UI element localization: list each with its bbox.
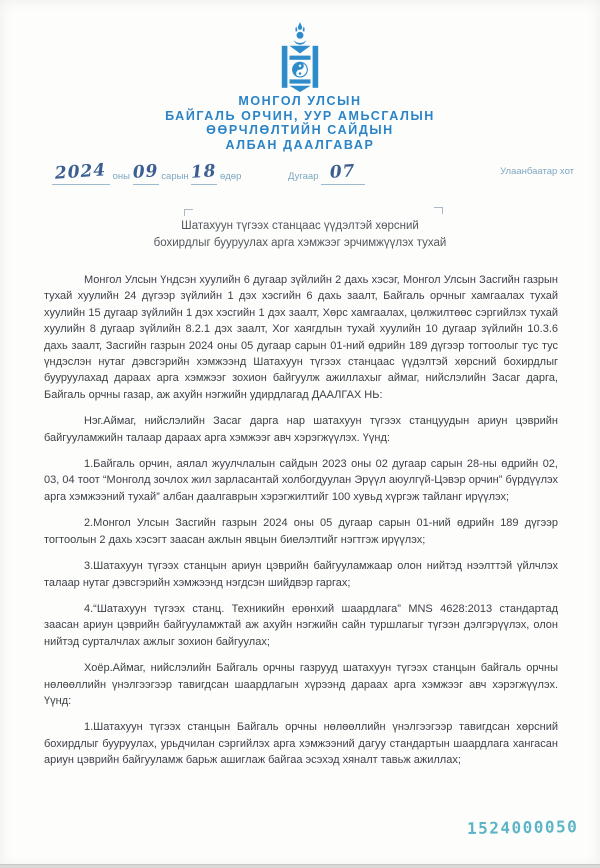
document-title-line: бохирдлыг бууруулах арга хэмжээг эрчимжүүлэх тухай [153, 236, 447, 249]
emblem-container [0, 22, 600, 92]
registration-stamp-number: 1524000050 [466, 817, 579, 838]
document-title-line: Шатахуун түгээх станцаас үүдэлтэй хөрсний [181, 220, 419, 232]
org-header-line: МОНГОЛ УЛСЫН [238, 94, 362, 108]
dateline [0, 156, 600, 196]
org-header-line: ӨӨРЧЛӨЛТИЙН САЙДЫН [206, 123, 394, 137]
body-paragraph: 4.“Шатахуун түгээх станц. Техникийн ерөнхий шаардлага” MNS 4628:2013 стандартад заасан ариун цэврийн байгууламжтай аж ахуйн нэгжийн сайн туршлагыг түгээн дэлгэрүүлэх, олон нийтэд сурталчлах ажлыг зохион байгуулах; [44, 602, 558, 648]
year-label: оны [112, 171, 130, 182]
day-blank [190, 161, 218, 185]
number-field [288, 161, 365, 185]
year-handwritten: 2024 [54, 160, 108, 184]
body-paragraph: Нэг.Аймаг, нийслэлийн Засаг дарга нар шатахуун түгээх станцуудын ариун цэврийн байгууламжийн талаар дараах арга хэмжээг авч хэрэгжүүлэх. Үүнд: [44, 415, 558, 444]
body-paragraph: 1.Шатахуун түгээх станцын Байгаль орчны нөлөөллийн үнэлгээгээр тавигдсан хөрсний бохирдлыг бууруулах, урьдчилан сэргийлэх арга хэмжээний дагуу стандартын шаардлага хангасан ариун цэврийн байгууламж барьж ашиглаж байгаа эсэхэд хяналт тавьж ажиллах; [44, 721, 558, 767]
month-handwritten: 09 [131, 161, 159, 183]
month-label: сарын [161, 171, 189, 182]
city-label: Улаанбаатар хот [500, 166, 574, 177]
body-paragraph: 1.Байгаль орчин, аялал жуулчлалын сайдын 2023 оны 02 дугаар сарын 28-ны өдрийн 02, 03, 04 тоот “Монголд зочлох жил зарласантай холбогдуулан Эрүүл аюулгүй-Цэвэр орчин” бүрдүүлэх арга хэмжээний тухай” албан даалгаврын хэрэгжилтийг 100 хувьд хүргэж тайланг ирүүлэх; [44, 458, 558, 503]
body-paragraph: Хоёр.Аймаг, нийслэлийн Байгаль орчны газрууд шатахуун түгээх станцын байгаль орчны нөлөөллийн үнэлгээгээр тавигдсан шаардлагын хүрээнд дараах арга хэмжээг авч хэрэгжүүлэх. Үүнд: [44, 662, 558, 707]
org-header-line: БАЙГАЛЬ ОРЧИН, УУР АМЬСГАЛЫН [165, 108, 435, 123]
year-blank [52, 160, 110, 185]
crop-mark-top-left [184, 209, 193, 216]
document-body [44, 272, 558, 779]
org-header-line: АЛБАН ДААЛГАВАР [225, 137, 375, 152]
month-blank [131, 161, 159, 185]
number-handwritten: 07 [329, 161, 357, 183]
day-label: өдөр [219, 171, 242, 182]
scan-edge-strip [0, 864, 600, 868]
document-title [0, 218, 600, 251]
crop-mark-top-right [434, 207, 443, 214]
body-paragraph: 3.Шатахуун түгээх станцын ариун цэврийн байгууламжаар олон нийтэд нээлттэй үйлчлэх талаар нутаг дэвсгэрийн хэмжээнд нэгдсэн шийдвэр гаргах; [44, 560, 558, 589]
org-header [0, 94, 600, 152]
day-handwritten: 18 [190, 161, 218, 183]
body-paragraph: Монгол Улсын Үндсэн хуулийн 6 дугаар зүйлийн 2 дахь хэсэг, Монгол Улсын Засгийн газрын тухай хуулийн 24 дүгээр зүйлийн 1 дэх хэсгийн 6 дахь заалт, Байгаль орчныг хамгаалах тухай хуулийн 15 дугаар зүйлийн 1 дэх хэсгийн 1 дэх заалт, Хөрс хамгаалах, цөлжилтөөс сэргийлэх тухай хуулийн 8 дугаар зүйлийн 8.2.1 дэх заалт, Хог хаягдлын тухай хуулийн 10 дугаар зүйлийн 10.3.6 дахь заалт, Засгийн газрын 2024 оны 05 дугаар сарын 01-ний өдрийн 189 дүгээр тогтоолыг тус тус үндэслэн нутаг дэвсгэрийн хэмжээнд Шатахуун түгээх станцаас үүдэлтэй хөрсний бохирдлыг бууруулахад дараах арга хэмжээг зохион байгуулж ажиллахыг аймаг, нийслэлийн Засаг дарга, Байгаль орчны газар, аж ахуйн нэгжийн удирдлагад ДААЛГАХ НЬ: [44, 274, 558, 401]
number-label: Дугаар [288, 171, 319, 182]
number-blank [321, 161, 365, 185]
date-fields [52, 160, 242, 185]
body-paragraph: 2.Монгол Улсын Засгийн газрын 2024 оны 05 дугаар сарын 01-ний өдрийн 189 дүгээр тогтоолын 2 дахь хэсэгт заасан ажлын явцын биелэлтийг нэгтгэж ирүүлэх; [44, 517, 558, 546]
soyombo-emblem-icon [274, 22, 326, 92]
